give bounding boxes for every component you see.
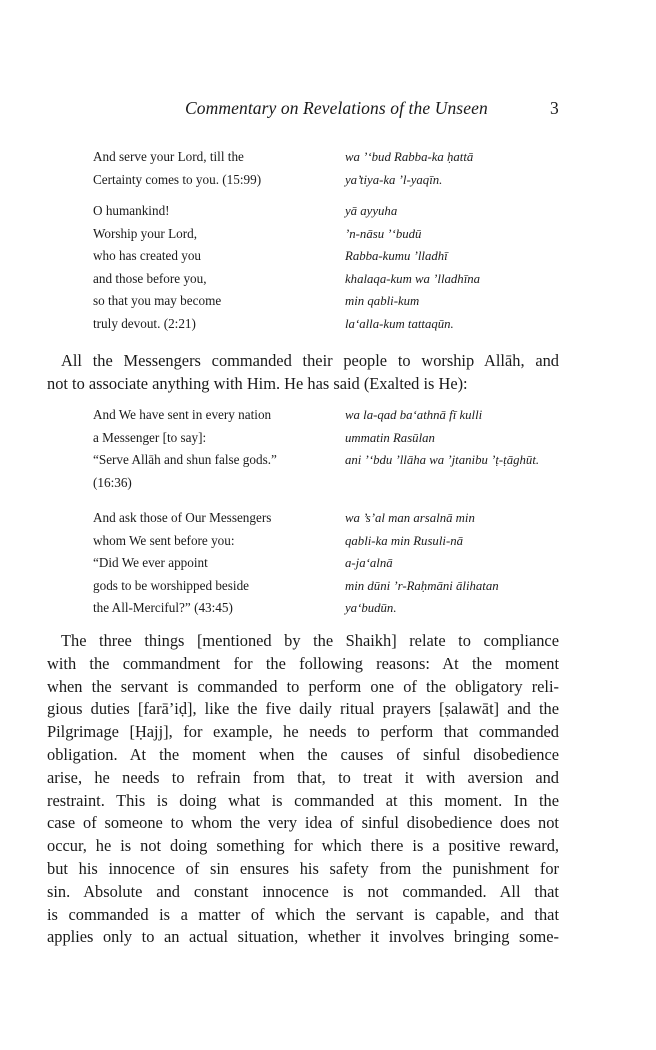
paragraph-line: occur, he is not doing something for which there is a positive reward, (47, 836, 559, 856)
verse-english: And We have sent in every nation (93, 407, 272, 422)
verse-english: truly devout. (2:21) (93, 315, 196, 331)
paragraph-line: gious duties [farā’iḍ], like the five daily ritual prayers [ṣalawāt] and the (47, 699, 559, 719)
verse-english: the All-Merciful?” (43:45) (93, 600, 233, 615)
verse-english: And ask those of Our Messengers (93, 510, 272, 525)
paragraph-line: not to associate anything with Him. He has said (Exalted is He): (47, 373, 468, 393)
verse-line (93, 597, 593, 620)
verse-transliteration: ’n-nāsu ’‘budū (345, 226, 422, 241)
verse-block (93, 404, 593, 494)
paragraph-line: All the Messengers commanded their people to worship Allāh, and (61, 351, 559, 370)
paragraph-line: restraint. This is doing what is commanded at this moment. In the (47, 790, 559, 810)
paragraph-line: arise, he needs to refrain from that, to treat it with aversion and (47, 767, 559, 787)
verse-english: so that you may become (93, 293, 222, 308)
verse-line (93, 427, 593, 450)
verse-line (93, 169, 593, 192)
verse-transliteration: wa ’‘bud Rabba-ka ḥattā (345, 150, 474, 164)
verse-line (93, 146, 593, 169)
verse-line (93, 552, 593, 575)
verse-transliteration: ya‘budūn. (345, 601, 397, 615)
paragraph-line: obligation. At the moment when the causes of sinful disobedience (47, 744, 559, 764)
verse-line (93, 290, 593, 313)
paragraph-line: when the servant is commanded to perform one of the obligatory reli- (47, 676, 559, 696)
verse-line (93, 200, 593, 223)
verse-transliteration: ya’tiya-ka ’l-yaqīn. (345, 172, 443, 187)
body-paragraph (47, 630, 559, 949)
verse-transliteration: ummatin Rasūlan (345, 430, 435, 445)
verse-transliteration: wa ’s’al man arsalnā min (345, 511, 475, 525)
verse-english: who has created you (93, 248, 202, 263)
verse-block (93, 507, 593, 620)
verse-transliteration: min qabli-kum (345, 294, 420, 308)
verse-transliteration: min dūni ’r-Raḥmāni ālihatan (345, 578, 499, 593)
verse-line (93, 245, 593, 268)
paragraph-line: is commanded is a matter of which the servant is capable, and that (47, 904, 559, 924)
verse-english: “Serve Allāh and shun false gods.” (93, 452, 277, 467)
verse-english: whom We sent before you: (93, 532, 235, 548)
verse-transliteration: la‘alla-kum tattaqūn. (345, 316, 454, 331)
verse-english: a Messenger [to say]: (93, 429, 207, 445)
verse-transliteration: ani ’‘bdu ’llāha wa ’jtanibu ’ṭ-ṭāghūt. (345, 453, 540, 467)
verse-block (93, 146, 593, 191)
verse-transliteration: qabli-ka min Rusuli-nā (345, 533, 464, 548)
body-paragraph (47, 350, 559, 396)
page-title: Commentary on Revelations of the Unseen (185, 98, 488, 118)
paragraph-line: with the commandment for the following reasons: At the moment (47, 653, 559, 673)
verse-english: and those before you, (93, 270, 207, 286)
verse-line (93, 449, 593, 472)
verse-line (93, 507, 593, 530)
paragraph-line: applies only to an actual situation, whether it involves bringing some- (47, 927, 559, 947)
verse-english: O humankind! (93, 203, 170, 218)
verse-english: gods to be worshipped beside (93, 577, 250, 593)
verse-english: Certainty comes to you. (15:99) (93, 171, 262, 187)
verse-transliteration: Rabba-kumu ’lladhī (345, 249, 448, 263)
verse-line (93, 268, 593, 291)
verse-transliteration: wa la-qad ba‘athnā fī kulli (345, 408, 483, 422)
verse-english: “Did We ever appoint (93, 555, 208, 570)
paragraph-line: The three things [mentioned by the Shaikh] relate to compliance (61, 631, 559, 650)
verse-english: Worship your Lord, (93, 225, 198, 241)
verse-transliteration: a-ja‘alnā (345, 556, 393, 570)
paragraph-line: case of someone to whom the very idea of sinful disobedience does not (47, 813, 559, 833)
verse-english: (16:36) (93, 474, 132, 490)
verse-transliteration: khalaqa-kum wa ’lladhīna (345, 271, 481, 286)
page-number: 3 (550, 98, 559, 118)
verse-line (93, 223, 593, 246)
verse-transliteration: yā ayyuha (345, 204, 398, 218)
verse-line (93, 530, 593, 553)
verse-block (93, 200, 593, 335)
verse-line (93, 313, 593, 336)
verse-english: And serve your Lord, till the (93, 149, 244, 164)
verse-line (93, 404, 593, 427)
paragraph-line: Pilgrimage [Ḥajj], for example, he needs to perform that commanded (47, 722, 559, 742)
paragraph-line: but his innocence of sin ensures his safety from the punishment for (47, 858, 559, 878)
verse-line (93, 472, 593, 495)
paragraph-line: sin. Absolute and constant innocence is not commanded. All that (47, 881, 559, 901)
running-header (0, 98, 656, 124)
verse-line (93, 575, 593, 598)
